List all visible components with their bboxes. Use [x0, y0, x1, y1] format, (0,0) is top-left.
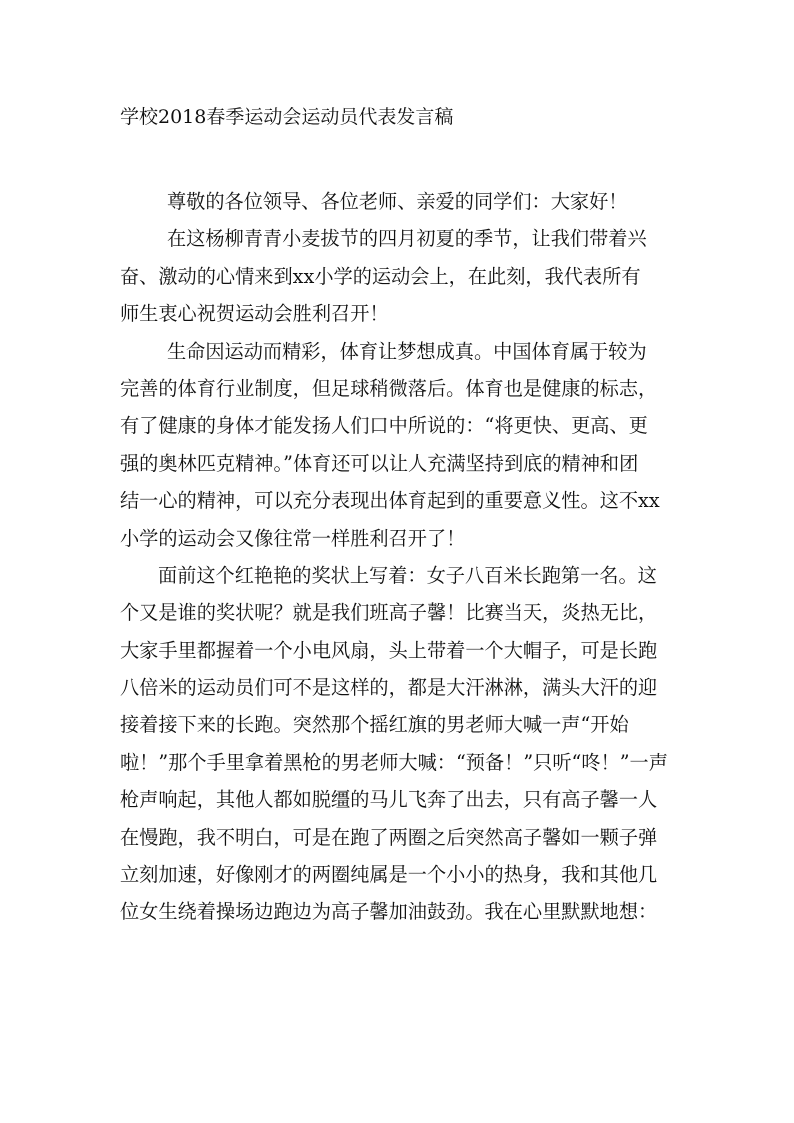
text-line: 面前这个红艳艳的奖状上写着：女子八百米长跑第一名。这: [158, 563, 657, 587]
text-line: 啦！”那个手里拿着黑枪的男老师大喊：“预备！”只听“咚！”一声: [120, 750, 668, 774]
text-line: 八倍米的运动员们可不是这样的，都是大汗淋淋，满头大汗的迎: [120, 676, 658, 700]
document-body: [120, 183, 680, 931]
text-line: 大家手里都握着一个小电风扇，头上带着一个大帽子，可是长跑: [120, 638, 658, 662]
text-line: 尊敬的各位领导、各位老师、亲爱的同学们：大家好！: [167, 190, 628, 213]
text-line: 有了健康的身体才能发扬人们口中所说的：“将更快、更高、更: [120, 414, 648, 438]
text-line: 在慢跑，我不明白，可是在跑了两圈之后突然高子馨如一颗子弹: [120, 825, 658, 849]
text-line: 在这杨柳青青小麦拔节的四月初夏的季节，让我们带着兴: [167, 227, 647, 251]
text-line: 个又是谁的奖状呢？就是我们班高子馨！比赛当天，炎热无比，: [120, 601, 658, 625]
text-line: 接着接下来的长跑。突然那个摇红旗的男老师大喊一声“开始: [120, 713, 629, 737]
document-title: 学校2018春季运动会运动员代表发言稿: [120, 106, 454, 128]
text-line: 生命因运动而精彩，体育让梦想成真。中国体育属于较为: [167, 339, 647, 363]
text-line: 奋、激动的心情来到xx小学的运动会上，在此刻，我代表所有: [120, 264, 641, 288]
text-line: 师生衷心祝贺运动会胜利召开！: [120, 302, 389, 326]
text-line: 结一心的精神，可以充分表现出体育起到的重要意义性。这不xx: [120, 489, 660, 513]
text-line: 小学的运动会又像往常一样胜利召开了！: [120, 526, 466, 550]
text-line: 枪声响起，其他人都如脱缰的马儿飞奔了出去，只有高子馨一人: [120, 788, 658, 812]
text-line: 强的奥林匹克精神。”体育还可以让人充满坚持到底的精神和团: [120, 451, 639, 475]
text-line: 完善的体育行业制度，但足球稍微落后。体育也是健康的标志，: [120, 376, 658, 400]
text-line: 立刻加速，好像刚才的两圈纯属是一个小小的热身，我和其他几: [120, 863, 658, 887]
text-line: 位女生绕着操场边跑边为高子馨加油鼓劲。我在心里默默地想：: [120, 900, 658, 924]
